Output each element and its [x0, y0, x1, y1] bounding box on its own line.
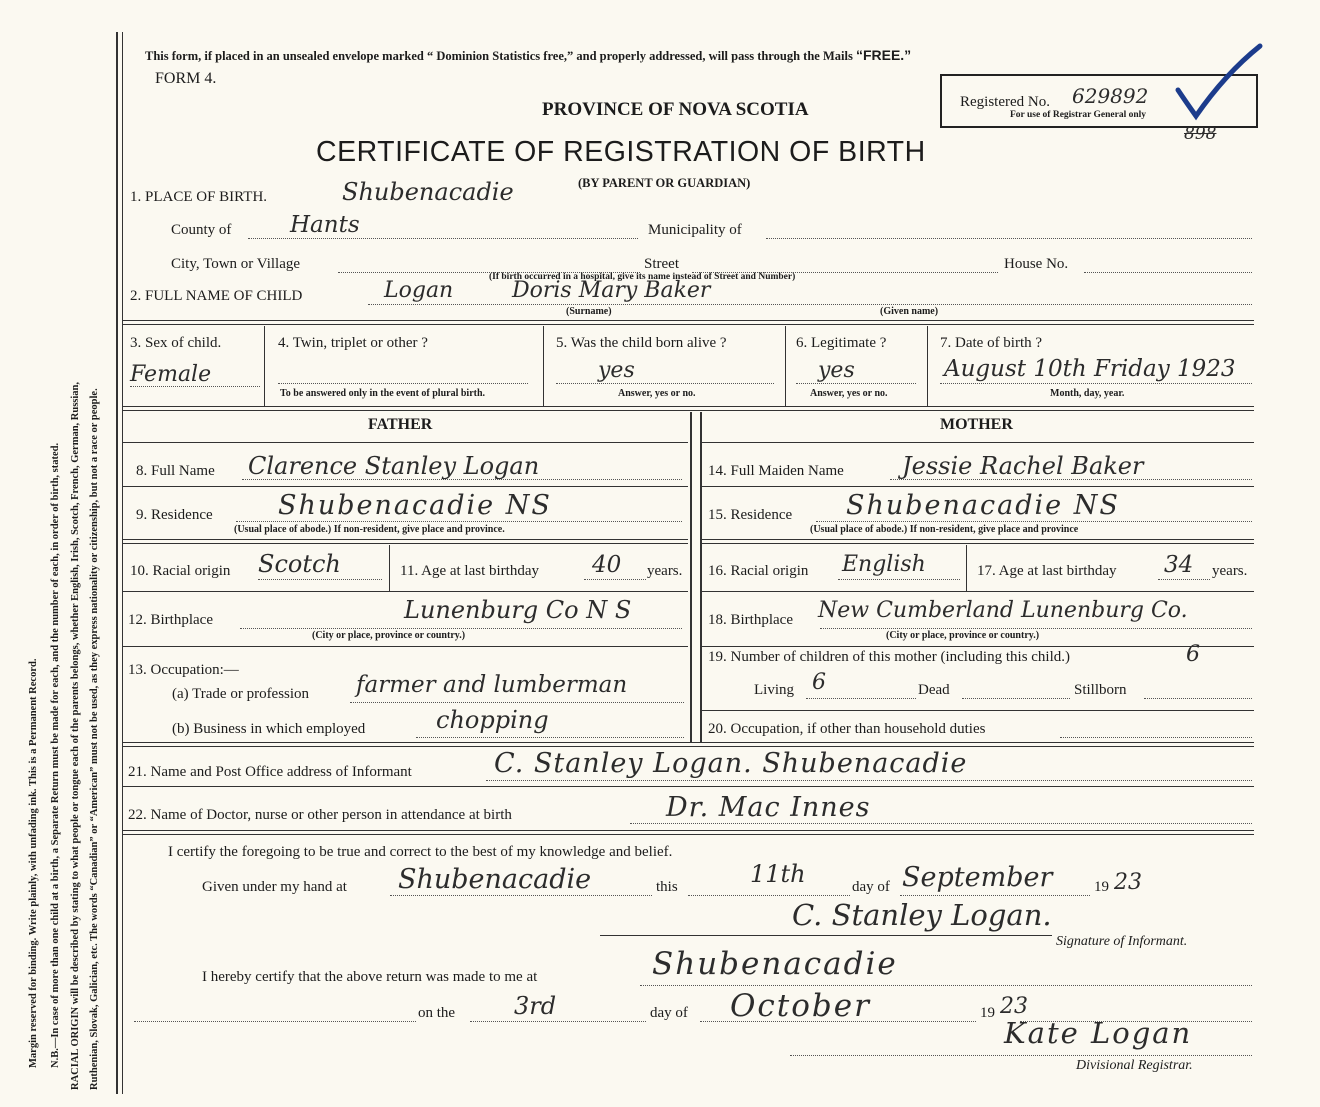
- rule: [702, 539, 1254, 544]
- father-business-label: (b) Business in which employed: [172, 721, 366, 737]
- father-trade-line: [350, 702, 684, 703]
- mother-residence-label: 15. Residence: [708, 507, 793, 523]
- registrar-place-value: Shubenacadie: [652, 946, 898, 982]
- street-label: Street: [644, 256, 679, 272]
- postal-notice-free: “FREE.”: [855, 47, 912, 63]
- certify-year-value: 23: [1114, 870, 1142, 895]
- registrar-day-line: [470, 1021, 646, 1022]
- county-label: County of: [171, 222, 232, 238]
- certify-day-value: 11th: [750, 860, 806, 888]
- living-value: 6: [812, 670, 826, 695]
- alive-note: Answer, yes or no.: [618, 388, 696, 399]
- rule: [122, 320, 1254, 325]
- column-divider: [785, 326, 786, 406]
- checkmark-icon: [1170, 42, 1266, 124]
- father-age-years: years.: [647, 563, 683, 579]
- city-label: City, Town or Village: [171, 256, 301, 272]
- surname-caption: (Surname): [566, 306, 612, 317]
- rule: [122, 442, 688, 443]
- father-residence-value: Shubenacadie NS: [278, 490, 552, 521]
- informant-value: C. Stanley Logan. Shubenacadie: [494, 748, 968, 779]
- registered-label: Registered No.: [960, 94, 1050, 110]
- margin-note-1: Margin reserved for binding. Write plainly, with unfading ink. This is a Permanent Record.: [28, 658, 39, 1068]
- column-divider: [264, 326, 265, 406]
- column-divider: [966, 545, 967, 591]
- father-race-label: 10. Racial origin: [130, 563, 231, 579]
- registrar-place-line: [640, 985, 1252, 986]
- dob-note: Month, day, year.: [1050, 388, 1125, 399]
- place-of-birth-label: 1. PLACE OF BIRTH.: [130, 189, 268, 205]
- father-age-value: 40: [592, 552, 622, 578]
- rule: [702, 442, 1254, 443]
- father-business-value: chopping: [436, 706, 549, 734]
- dob-value: August 10th Friday 1923: [944, 356, 1236, 382]
- certify-month-line: [900, 895, 1090, 896]
- registrar-signature: Kate Logan: [1004, 1016, 1193, 1050]
- living-line: [806, 698, 916, 699]
- place-of-birth-value: Shubenacadie: [342, 178, 514, 206]
- house-line: [1084, 272, 1252, 273]
- house-label: House No.: [1004, 256, 1069, 272]
- parents-divider: [700, 412, 702, 742]
- registrar-use-note: For use of Registrar General only: [1010, 110, 1147, 120]
- stamp-number: 898: [1184, 124, 1217, 144]
- father-business-line: [416, 737, 684, 738]
- mother-birthplace-note: (City or place, province or country.): [886, 630, 1040, 641]
- alive-line: [556, 383, 774, 384]
- father-birthplace-note: (City or place, province or country.): [312, 630, 466, 641]
- registrar-year-value: 23: [1000, 994, 1028, 1019]
- mother-occupation-label: 20. Occupation, if other than household duties: [708, 721, 986, 737]
- alive-label: 5. Was the child born alive ?: [556, 335, 727, 351]
- given-name-caption: (Given name): [880, 306, 939, 317]
- certify-month-value: September: [902, 862, 1053, 893]
- father-trade-value: farmer and lumberman: [356, 672, 628, 698]
- rule: [702, 591, 1254, 592]
- child-name-label: 2. FULL NAME OF CHILD: [130, 288, 303, 304]
- registered-number: 629892: [1072, 84, 1149, 108]
- certify-day-of-label: day of: [852, 879, 890, 895]
- postal-notice: [145, 47, 911, 64]
- page-title: CERTIFICATE OF REGISTRATION OF BIRTH: [316, 136, 926, 168]
- informant-label: 21. Name and Post Office address of Informant: [128, 764, 412, 780]
- mother-age-years: years.: [1212, 563, 1248, 579]
- alive-value: yes: [598, 358, 635, 383]
- mother-name-value: Jessie Rachel Baker: [902, 452, 1144, 480]
- county-value: Hants: [290, 212, 360, 238]
- child-surname: Logan: [384, 278, 454, 303]
- stillborn-line: [1144, 698, 1252, 699]
- legitimate-label: 6. Legitimate ?: [796, 335, 887, 351]
- rule: [122, 406, 1254, 411]
- rule: [702, 486, 1254, 487]
- mother-birthplace-line: [820, 628, 1252, 629]
- rule: [122, 646, 688, 647]
- sex-label: 3. Sex of child.: [130, 335, 222, 351]
- doctor-line: [630, 823, 1252, 824]
- dob-label: 7. Date of birth ?: [940, 335, 1043, 351]
- this-label: this: [656, 879, 678, 895]
- form-number: FORM 4.: [155, 70, 217, 87]
- rule: [122, 742, 1254, 747]
- rule: [122, 830, 1254, 835]
- mother-birthplace-label: 18. Birthplace: [708, 612, 793, 628]
- father-birthplace-value: Lunenburg Co N S: [404, 596, 632, 624]
- dead-label: Dead: [918, 682, 950, 698]
- rule: [702, 646, 1254, 647]
- column-divider: [389, 545, 390, 591]
- father-residence-label: 9. Residence: [136, 507, 213, 523]
- registrar-day-value: 3rd: [514, 992, 557, 1020]
- children-count-value: 6: [1186, 642, 1200, 667]
- father-residence-note: (Usual place of abode.) If non-resident, give place and province.: [234, 524, 505, 535]
- rule: [122, 786, 1254, 787]
- father-name-label: 8. Full Name: [136, 463, 215, 479]
- given-under-label: Given under my hand at: [202, 879, 347, 895]
- stillborn-label: Stillborn: [1074, 682, 1127, 698]
- margin-note-4: Ruthenian, Slovak, Galician, etc. The words “Canadian” or “American” must not be used, as they express nationality or citizenship, but not a race or people.: [89, 388, 100, 1090]
- page-subtitle: (BY PARENT OR GUARDIAN): [578, 176, 751, 190]
- informant-signature-caption: Signature of Informant.: [1056, 934, 1188, 949]
- living-label: Living: [754, 682, 794, 698]
- informant-signature-line: [600, 935, 1052, 936]
- dead-line: [962, 698, 1070, 699]
- margin-rule: [116, 32, 118, 1094]
- father-trade-label: (a) Trade or profession: [172, 686, 310, 702]
- mother-race-line: [838, 579, 960, 580]
- father-residence-line: [236, 521, 682, 522]
- municipality-line: [766, 238, 1252, 239]
- informant-line: [486, 780, 1252, 781]
- registrar-month-value: October: [730, 988, 871, 1024]
- child-given-name: Doris Mary Baker: [512, 278, 711, 303]
- child-name-line: [368, 304, 1252, 305]
- mother-occupation-line: [1060, 737, 1252, 738]
- rule: [122, 486, 688, 487]
- margin-rule-inner: [122, 32, 123, 1094]
- children-count-label: 19. Number of children of this mother (including this child.): [708, 649, 1071, 665]
- legitimate-value: yes: [818, 358, 855, 383]
- father-age-label: 11. Age at last birthday: [400, 563, 539, 579]
- father-name-value: Clarence Stanley Logan: [248, 452, 540, 480]
- father-heading: FATHER: [368, 416, 433, 433]
- certify-day-line: [688, 895, 850, 896]
- postal-notice-text: This form, if placed in an unsealed envelope marked “ Dominion Statistics free,” and properly addressed, will pass through the Mails: [145, 49, 853, 63]
- municipality-label: Municipality of: [648, 222, 742, 238]
- twin-note: To be answered only in the event of plural birth.: [280, 388, 486, 399]
- province-heading: PROVINCE OF NOVA SCOTIA: [542, 99, 809, 120]
- certify-year-prefix: 19: [1094, 879, 1109, 895]
- mother-race-value: English: [842, 552, 926, 577]
- mother-name-label: 14. Full Maiden Name: [708, 463, 844, 479]
- rule: [702, 710, 1254, 711]
- doctor-label: 22. Name of Doctor, nurse or other person in attendance at birth: [128, 807, 512, 823]
- father-race-line: [258, 579, 382, 580]
- mother-age-value: 34: [1164, 552, 1194, 578]
- column-divider: [543, 326, 544, 406]
- rule: [122, 591, 688, 592]
- certify-text: I certify the foregoing to be true and correct to the best of my knowledge and belief.: [168, 844, 673, 860]
- given-place-line: [390, 895, 652, 896]
- twin-line: [278, 383, 528, 384]
- given-place-value: Shubenacadie: [398, 864, 592, 895]
- legitimate-note: Answer, yes or no.: [810, 388, 888, 399]
- mother-heading: MOTHER: [940, 416, 1013, 433]
- registrar-year-prefix: 19: [980, 1005, 995, 1021]
- margin-note-3: RACIAL ORIGIN will be described by stating to what people or tongue each of the parents belongs, whether English, Irish, Scotch, French, German, Russian,: [70, 381, 81, 1090]
- father-occupation-label: 13. Occupation:—: [128, 662, 239, 678]
- registrar-day-of-label: day of: [650, 1005, 688, 1021]
- rule: [122, 539, 688, 544]
- mother-residence-line: [816, 521, 1252, 522]
- mother-residence-value: Shubenacadie NS: [846, 490, 1120, 521]
- mother-race-label: 16. Racial origin: [708, 563, 809, 579]
- father-birthplace-line: [240, 628, 682, 629]
- dob-line: [940, 383, 1252, 384]
- parents-divider: [690, 412, 692, 742]
- twin-label: 4. Twin, triplet or other ?: [278, 335, 428, 351]
- legitimate-line: [796, 383, 916, 384]
- county-line: [248, 238, 638, 239]
- mother-age-label: 17. Age at last birthday: [977, 563, 1117, 579]
- hospital-note: (If birth occurred in a hospital, give its name instead of Street and Number): [489, 272, 796, 282]
- father-race-value: Scotch: [258, 550, 341, 578]
- sex-value: Female: [130, 362, 212, 387]
- registrar-on-label: on the: [418, 1005, 456, 1021]
- father-age-line: [584, 579, 646, 580]
- margin-note-2: N.B.—In case of more than one child at a birth, a Separate Return must be made for each, and the number of each, in order of birth, stated.: [50, 442, 61, 1068]
- mother-residence-note: (Usual place of abode.) If non-resident, give place and province: [810, 524, 1079, 535]
- informant-signature: C. Stanley Logan.: [792, 898, 1052, 932]
- father-birthplace-label: 12. Birthplace: [128, 612, 213, 628]
- registrar-caption: Divisional Registrar.: [1076, 1058, 1193, 1073]
- registrar-text: I hereby certify that the above return was made to me at: [202, 969, 538, 985]
- column-divider: [927, 326, 928, 406]
- mother-birthplace-value: New Cumberland Lunenburg Co.: [818, 598, 1188, 623]
- doctor-value: Dr. Mac Innes: [666, 792, 871, 823]
- registrar-signature-line: [790, 1055, 1252, 1056]
- mother-age-line: [1158, 579, 1210, 580]
- registrar-blank-line: [134, 1021, 416, 1022]
